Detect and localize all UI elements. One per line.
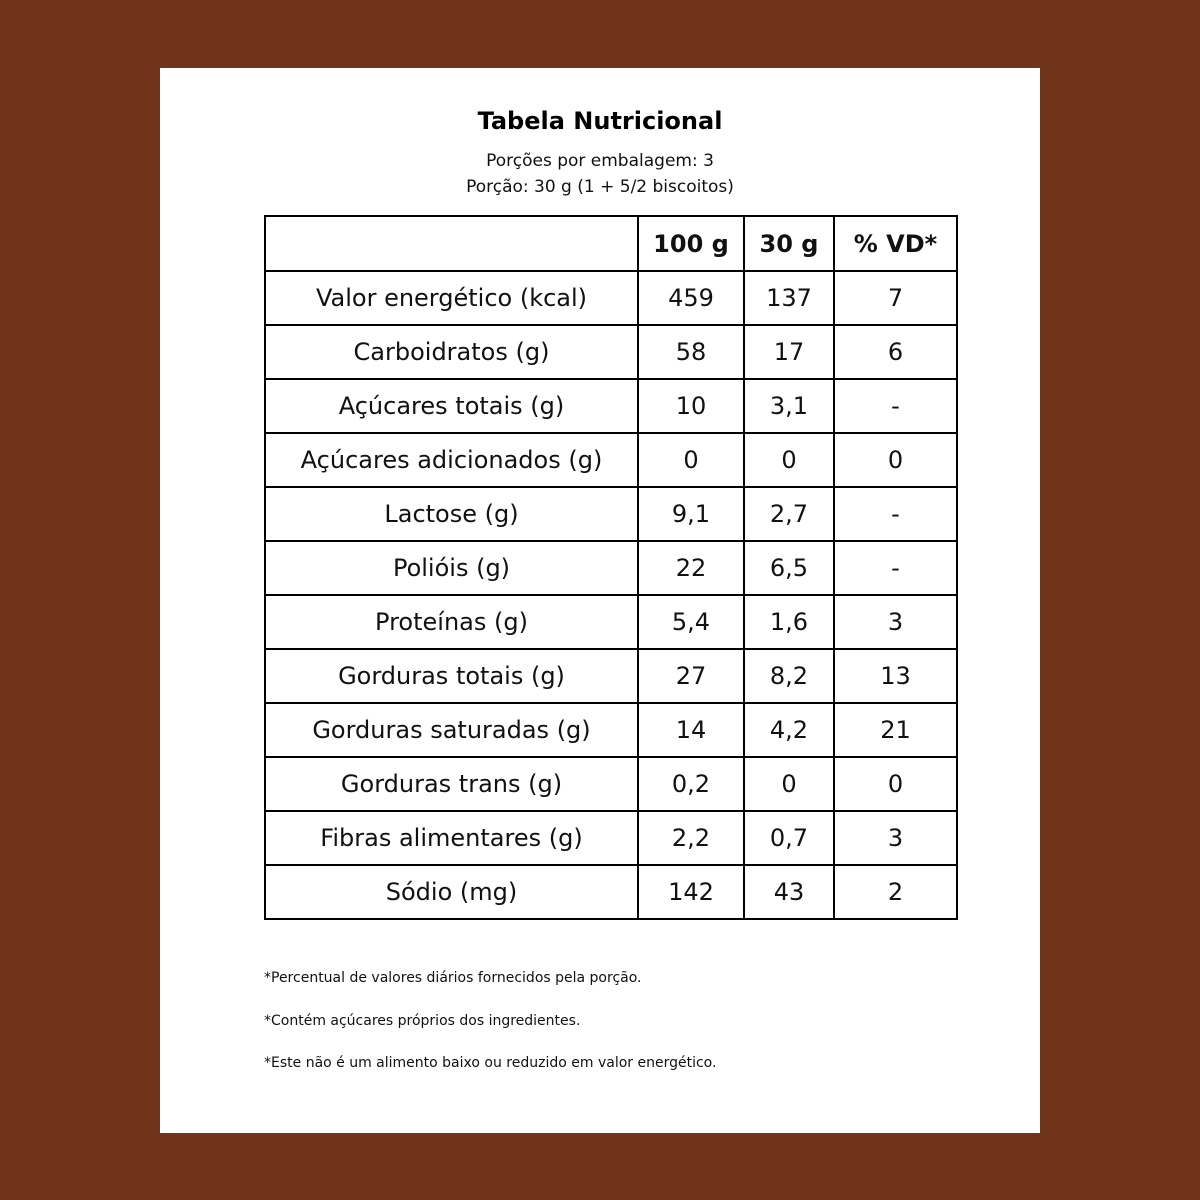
value-vd: 0 xyxy=(834,433,957,487)
value-vd: 7 xyxy=(834,271,957,325)
value-30g: 6,5 xyxy=(744,541,834,595)
value-vd: 2 xyxy=(834,865,957,919)
value-vd: 3 xyxy=(834,811,957,865)
value-vd: 6 xyxy=(834,325,957,379)
nutrient-name: Proteínas (g) xyxy=(265,595,638,649)
footnote-natural-sugars: *Contém açúcares próprios dos ingredientes. xyxy=(264,1013,581,1029)
value-100g: 0,2 xyxy=(638,757,744,811)
value-30g: 0 xyxy=(744,757,834,811)
value-vd: 0 xyxy=(834,757,957,811)
nutrient-name: Gorduras totais (g) xyxy=(265,649,638,703)
value-30g: 0,7 xyxy=(744,811,834,865)
nutrient-name: Lactose (g) xyxy=(265,487,638,541)
value-30g: 17 xyxy=(744,325,834,379)
value-30g: 3,1 xyxy=(744,379,834,433)
nutrition-table xyxy=(264,215,958,920)
table-row xyxy=(265,649,957,703)
value-vd: 3 xyxy=(834,595,957,649)
page-title: Tabela Nutricional xyxy=(477,107,723,135)
value-30g: 4,2 xyxy=(744,703,834,757)
servings-per-package: Porções por embalagem: 3 xyxy=(486,151,714,171)
table-row xyxy=(265,865,957,919)
nutrient-name: Polióis (g) xyxy=(265,541,638,595)
value-vd: 13 xyxy=(834,649,957,703)
nutrient-name: Gorduras trans (g) xyxy=(265,757,638,811)
table-row xyxy=(265,433,957,487)
table-row xyxy=(265,325,957,379)
value-100g: 27 xyxy=(638,649,744,703)
serving-size: Porção: 30 g (1 + 5/2 biscoitos) xyxy=(466,177,734,197)
value-100g: 5,4 xyxy=(638,595,744,649)
value-100g: 14 xyxy=(638,703,744,757)
header-nutrient xyxy=(265,216,638,271)
footnote-daily-values: *Percentual de valores diários fornecidos pela porção. xyxy=(264,970,642,986)
value-100g: 142 xyxy=(638,865,744,919)
table-row xyxy=(265,541,957,595)
nutrient-name: Açúcares adicionados (g) xyxy=(265,433,638,487)
value-30g: 8,2 xyxy=(744,649,834,703)
value-100g: 9,1 xyxy=(638,487,744,541)
value-100g: 10 xyxy=(638,379,744,433)
header-daily-value: % VD* xyxy=(834,216,957,271)
value-100g: 0 xyxy=(638,433,744,487)
table-row xyxy=(265,811,957,865)
table-row xyxy=(265,379,957,433)
header-per-30g: 30 g xyxy=(744,216,834,271)
nutrient-name: Carboidratos (g) xyxy=(265,325,638,379)
table-row xyxy=(265,595,957,649)
table-row xyxy=(265,703,957,757)
value-100g: 459 xyxy=(638,271,744,325)
value-100g: 58 xyxy=(638,325,744,379)
value-30g: 0 xyxy=(744,433,834,487)
header-per-100g: 100 g xyxy=(638,216,744,271)
nutrient-name: Sódio (mg) xyxy=(265,865,638,919)
value-vd: - xyxy=(834,541,957,595)
value-100g: 22 xyxy=(638,541,744,595)
value-30g: 137 xyxy=(744,271,834,325)
table-row xyxy=(265,487,957,541)
nutrient-name: Valor energético (kcal) xyxy=(265,271,638,325)
value-30g: 2,7 xyxy=(744,487,834,541)
footnote-energy-claim: *Este não é um alimento baixo ou reduzido em valor energético. xyxy=(264,1055,717,1071)
table-row xyxy=(265,271,957,325)
table-row xyxy=(265,757,957,811)
nutrient-name: Gorduras saturadas (g) xyxy=(265,703,638,757)
value-30g: 43 xyxy=(744,865,834,919)
nutrient-name: Açúcares totais (g) xyxy=(265,379,638,433)
value-vd: - xyxy=(834,487,957,541)
value-100g: 2,2 xyxy=(638,811,744,865)
table-header-row xyxy=(265,216,957,271)
value-30g: 1,6 xyxy=(744,595,834,649)
value-vd: 21 xyxy=(834,703,957,757)
value-vd: - xyxy=(834,379,957,433)
nutrient-name: Fibras alimentares (g) xyxy=(265,811,638,865)
